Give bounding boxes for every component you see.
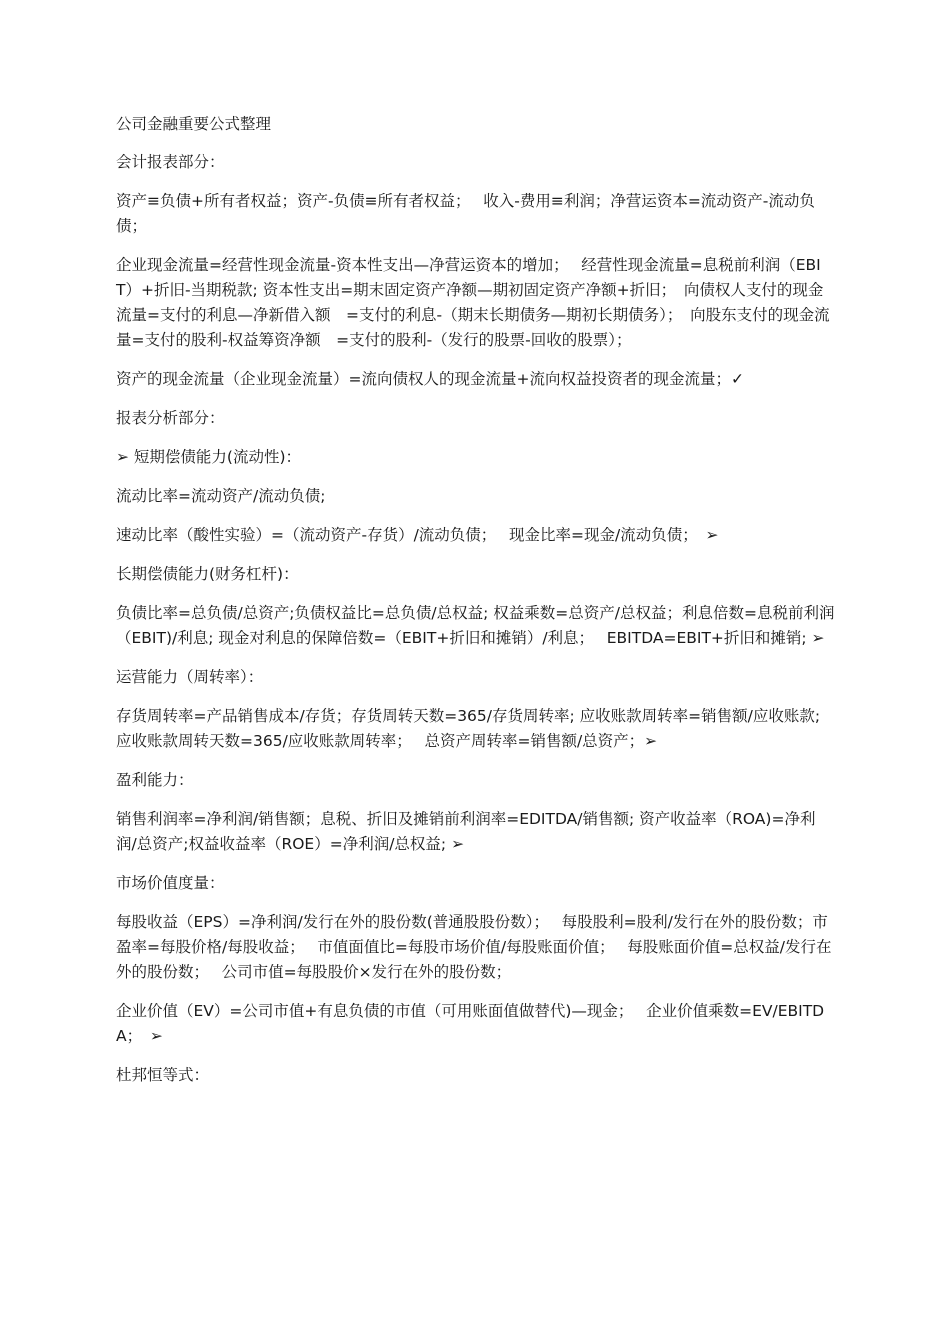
subheading-market-value: 市场价值度量： bbox=[116, 874, 225, 892]
paragraph-profitability-ratios: 销售利润率=净利润/销售额；息税、折旧及摊销前利润率=EDITDA/销售额; 资产收益率（ROA)=净利润/总资产;权益收益率（ROE）=净利润/总权益; ➢ bbox=[116, 810, 816, 853]
document-title: 公司金融重要公式整理 bbox=[116, 115, 272, 133]
document-page bbox=[116, 112, 836, 1102]
subheading-long-term-solvency: 长期偿债能力(财务杠杆)： bbox=[116, 565, 299, 583]
paragraph-leverage-ratios: 负债比率=总负债/总资产;负债权益比=总负债/总权益; 权益乘数=总资产/总权益；利息倍数=息税前利润（EBIT)/利息; 现金对利息的保障倍数=（EBIT+折旧和摊销）/利息； EBITDA=EBIT+折旧和摊销; ➢ bbox=[116, 604, 835, 647]
paragraph-asset-cash-flow: 资产的现金流量（企业现金流量）=流向债权人的现金流量+流向权益投资者的现金流量；✓ bbox=[116, 370, 744, 388]
paragraph-enterprise-value: 企业价值（EV）=公司市值+有息负债的市值（可用账面值做替代)—现金； 企业价值乘数=EV/EBITDA； ➢ bbox=[116, 1002, 825, 1045]
paragraph-quick-ratio: 速动比率（酸性实验）=（流动资产-存货）/流动负债； 现金比率=现金/流动负债； ➢ bbox=[116, 526, 719, 544]
paragraph-current-ratio: 流动比率=流动资产/流动负债; bbox=[116, 487, 326, 505]
subheading-turnover: 运营能力（周转率）： bbox=[116, 668, 264, 686]
subheading-profitability: 盈利能力： bbox=[116, 771, 194, 789]
subheading-short-term-solvency: ➢ 短期偿债能力(流动性)： bbox=[116, 448, 302, 466]
paragraph-cash-flow: 企业现金流量=经营性现金流量-资本性支出—净营运资本的增加； 经营性现金流量=息税前利润（EBIT）+折旧-当期税款; 资本性支出=期末固定资产净额—期初固定资产净额+折旧； 向债权人支付的现金流量=支付的利息—净新借入额 =支付的利息-（期末长期债务—期初长期债务）； 向股东支付的现金流量=支付的股利-权益筹资净额 =支付的股利-（发行的股票-回收的股票）； bbox=[116, 256, 830, 349]
paragraph-market-value-ratios: 每股收益（EPS）=净利润/发行在外的股份数(普通股股份数）； 每股股利=股利/发行在外的股份数；市盈率=每股价格/每股收益； 市值面值比=每股市场价值/每股账面价值； 每股账面价值=总权益/发行在外的股份数； 公司市值=每股股价×发行在外的股份数； bbox=[116, 913, 832, 981]
section-heading-accounting: 会计报表部分： bbox=[116, 153, 225, 171]
subheading-dupont: 杜邦恒等式： bbox=[116, 1066, 210, 1084]
section-heading-analysis: 报表分析部分： bbox=[116, 409, 225, 427]
paragraph-turnover-ratios: 存货周转率=产品销售成本/存货；存货周转天数=365/存货周转率; 应收账款周转率=销售额/应收账款; 应收账款周转天数=365/应收账款周转率； 总资产周转率=销售额/总资产；➢ bbox=[116, 707, 826, 750]
paragraph-balance-identity: 资产≡负债+所有者权益；资产-负债≡所有者权益； 收入-费用≡利润；净营运资本=流动资产-流动负债； bbox=[116, 192, 815, 235]
